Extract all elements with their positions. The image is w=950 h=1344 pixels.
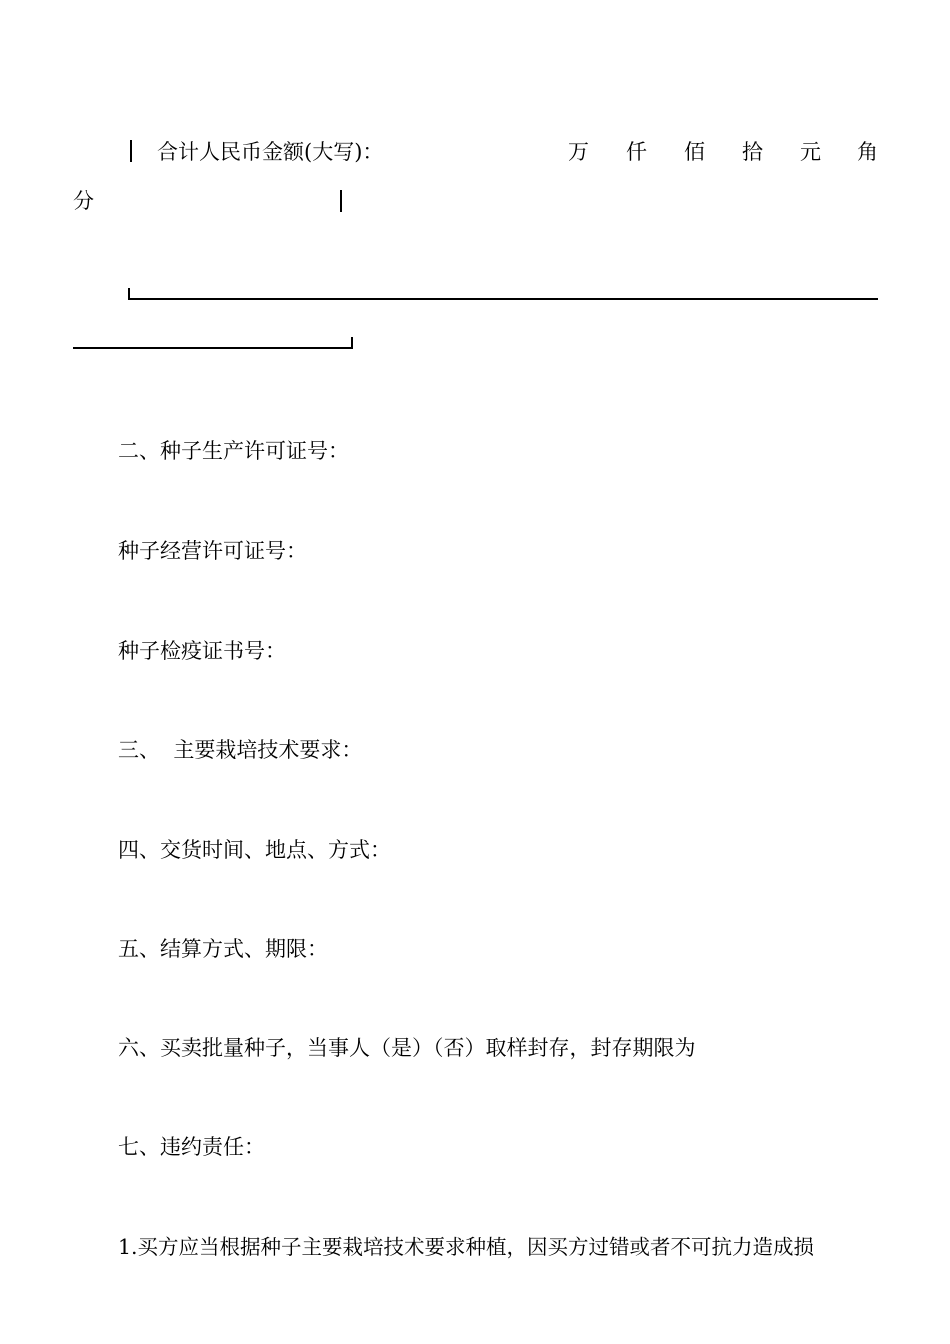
section-2-business-license: 种子经营许可证号： (118, 539, 307, 563)
unit-shi: 拾 (742, 140, 763, 164)
section-4-delivery: 四、交货时间、地点、方式： (118, 838, 391, 862)
unit-bai: 佰 (684, 140, 705, 164)
table-left-border (130, 140, 132, 162)
section-5-settlement: 五、结算方式、期限： (118, 937, 328, 961)
unit-jiao: 角 (857, 140, 878, 164)
table-right-border (340, 190, 342, 212)
section-3-cultivation: 三、 主要栽培技术要求： (118, 738, 363, 762)
section-6-sampling: 六、买卖批量种子，当事人（是）（否）取样封存，封存期限为 (118, 1036, 696, 1060)
section-7-liability: 七、违约责任： (118, 1135, 265, 1159)
unit-fen: 分 (73, 189, 94, 213)
unit-yuan: 元 (800, 140, 821, 164)
section-2-quarantine-cert: 种子检疫证书号： (118, 639, 286, 663)
table-bottom-border-line2 (73, 347, 353, 349)
unit-qian: 仟 (626, 140, 647, 164)
total-amount-label: 合计人民币金额(大写)： (157, 140, 384, 164)
table-bottom-right-corner (351, 337, 353, 349)
section-7-item-1: 1.买方应当根据种子主要栽培技术要求种植，因买方过错或者不可抗力造成损 (118, 1235, 815, 1259)
unit-wan: 万 (568, 140, 589, 164)
section-2-production-license: 二、种子生产许可证号： (118, 439, 349, 463)
table-bottom-border-line1 (128, 298, 878, 300)
